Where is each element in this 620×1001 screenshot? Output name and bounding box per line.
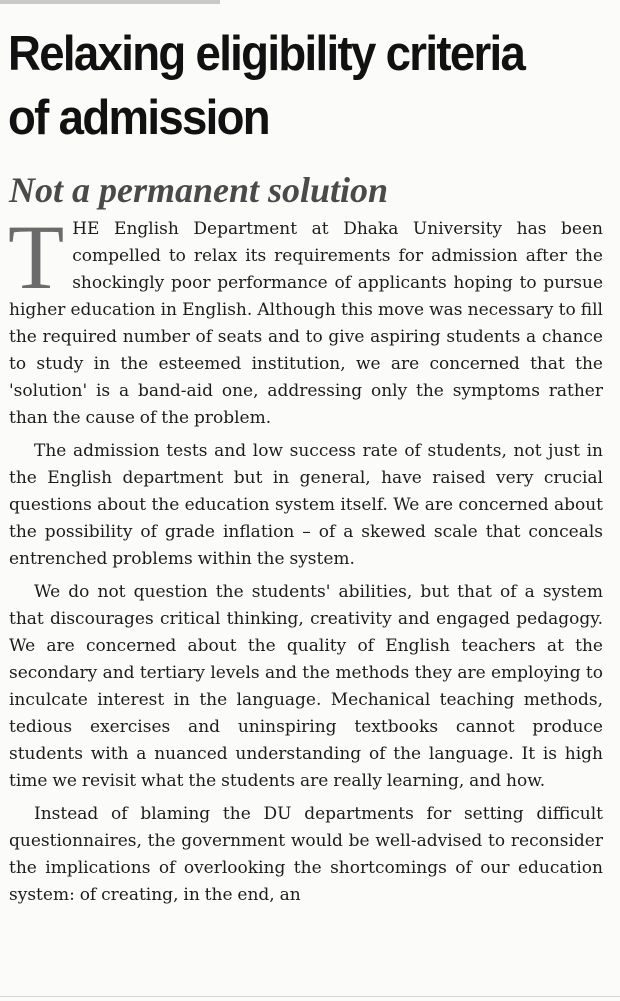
subheadline: Not a permanent solution [9, 170, 389, 210]
headline [8, 22, 571, 150]
drop-cap: T [8, 206, 65, 308]
paragraph-1 [8, 206, 603, 432]
paragraph-3: We do not question the students' abilities, but that of a system that discourages critical thinking, creativity and engaged pedagogy. We are concerned about the quality of English teachers at the secondary and tertiary levels and the methods they are employing to inculcate interest in the language. Mechanical teaching methods, tedious exercises and uninspiring textbooks cannot produce students with a nuanced understanding of the language. It is high time we revisit what the students are really learning, and how. [9, 582, 603, 791]
article-body [8, 206, 603, 915]
paragraph-2: The admission tests and low success rate of students, not just in the English department but in general, have raised very crucial questions about the education system itself. We are concerned about the possibility of grade inflation – of a skewed scale that conceals entrenched problems within the system. [9, 441, 603, 569]
bottom-rule [0, 996, 620, 997]
paragraph-1-text: HE English Department at Dhaka University has been compelled to relax its requirements for admission after the shockingly poor performance of applicants hoping to pursue higher education in English. Although this move was necessary to fill the required number of seats and to give aspiring students a chance to study in the esteemed institution, we are concerned that the 'solution' is a band-aid one, addressing only the symptoms rather than the cause of the problem. [9, 219, 603, 428]
paragraph-4: Instead of blaming the DU departments for setting difficult questionnaires, the government would be well-advised to reconsider the implications of overlooking the shortcomings of our education system: of creating, in the end, an [9, 804, 603, 905]
headline-line-1: Relaxing eligibility criteria [8, 27, 525, 81]
top-rule [0, 0, 220, 4]
headline-line-2: of admission [8, 91, 269, 145]
